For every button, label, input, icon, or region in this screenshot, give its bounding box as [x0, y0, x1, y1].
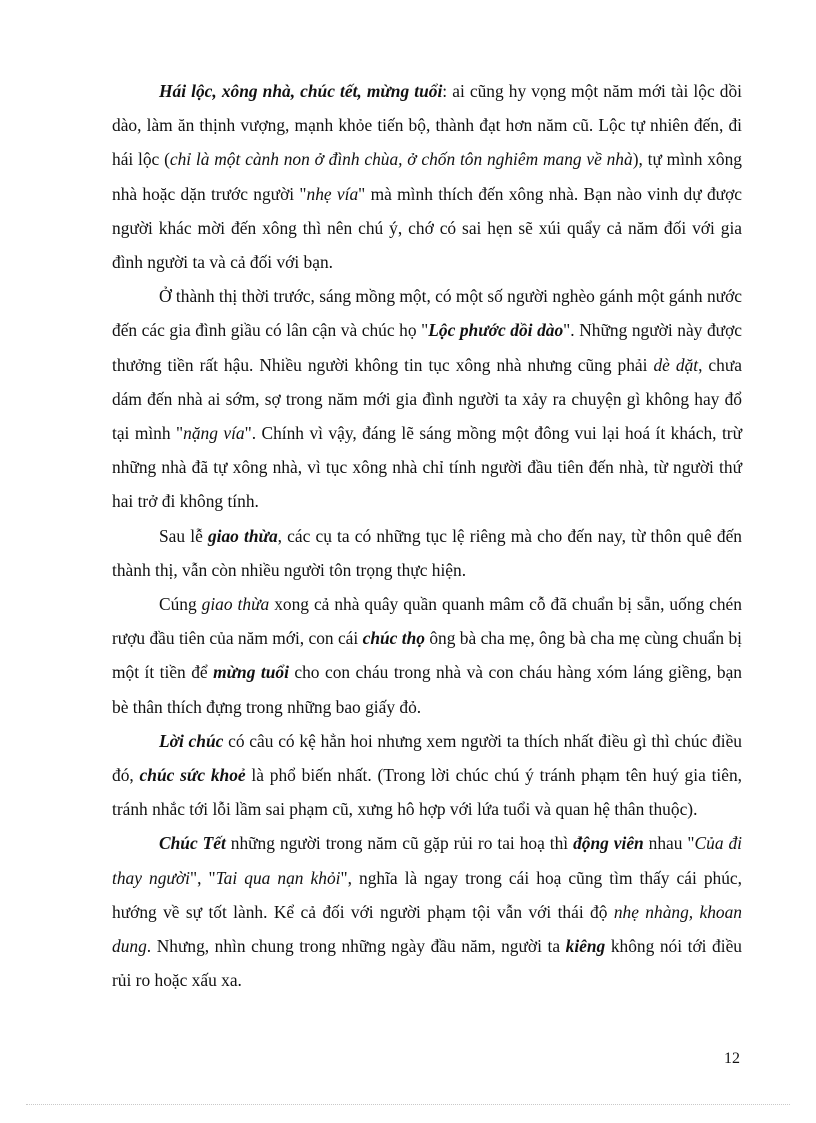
text-run: ", nghĩa là ngay trong cái hoạ cũng tìm thấy cái phúc, hướng về sự tốt lành. Kể cả đối với người phạm tội vẫn với thái độ [112, 867, 742, 922]
italic-phrase: dè dặt [653, 354, 699, 375]
text-run: ", " [190, 867, 216, 888]
paragraph [112, 519, 742, 587]
page-bottom-divider [26, 1104, 790, 1105]
italic-phrase: giao thừa [201, 594, 270, 615]
text-run: : ai cũng hy vọng một năm mới tài lộc dồi dào, làm ăn thịnh vượng, mạnh khỏe tiến bộ, thành đạt hơn năm cũ. Lộc tự nhiên đến, đi hái lộc ( [112, 81, 742, 170]
emphasis-term: động viên [573, 833, 644, 854]
text-run: " mà mình thích đến xông nhà. Bạn nào vinh dự được người khác mời đến xông thì nên chú ý, chớ có sai hẹn sẽ xúi quẩy cả năm đối với gia đình người ta và cả đối với bạn. [112, 183, 742, 273]
italic-phrase: nhẹ vía [306, 183, 359, 204]
text-run: có câu có kệ hẳn hoi nhưng xem người ta thích nhất điều gì thì chúc điều đó, [112, 730, 742, 786]
text-run: nhau " [643, 833, 695, 854]
paragraph [112, 724, 742, 827]
emphasis-term: Hái lộc, xông nhà, chúc tết, mừng tuổi [159, 81, 443, 101]
text-run: ". Những người này được thưởng tiền rất hậu. Nhiều người không tin tục xông nhà nhưng cũng phải [112, 320, 742, 375]
emphasis-term: Lộc phước dồi dào [428, 320, 564, 341]
italic-phrase: nhẹ nhàng, khoan dung [112, 901, 743, 957]
page-number: 12 [724, 1050, 740, 1067]
emphasis-term: giao thừa [207, 525, 278, 546]
emphasis-term: Lời chúc [159, 730, 224, 751]
text-run: Ở thành thị thời trước, sáng mồng một, có một số người nghèo gánh một gánh nước đến các gia đình giầu có lân cận và chúc họ " [112, 286, 742, 341]
text-run: ". Chính vì vậy, đáng lẽ sáng mồng một đông vui lại hoá ít khách, trừ những nhà đã tự xông nhà, vì tục xông nhà chỉ tính người đầu tiên đến nhà, từ người thứ hai trở đi không tính. [112, 423, 742, 512]
paragraph [112, 74, 742, 279]
paragraph [112, 587, 742, 724]
italic-phrase: nặng vía [183, 423, 245, 444]
emphasis-term: kiêng [565, 936, 606, 957]
emphasis-term: chúc thọ [362, 628, 425, 649]
paragraph [112, 279, 742, 518]
emphasis-term: chúc sức khoẻ [139, 765, 246, 786]
text-run: , các cụ ta có những tục lệ riêng mà cho đến nay, từ thôn quê đến thành thị, vẫn còn nhiều người tôn trọng thực hiện. [112, 525, 742, 580]
emphasis-term: Chúc Tết [159, 833, 226, 854]
text-run: là phổ biến nhất. (Trong lời chúc chú ý tránh phạm tên huý gia tiên, tránh nhắc tới lỗi lầm sai phạm cũ, xưng hô hợp với lứa tuổi và quan hệ thân thuộc). [112, 765, 743, 820]
text-run: xong cả nhà quây quần quanh mâm cỗ đã chuẩn bị sẵn, uống chén rượu đầu tiên của năm mới, con cái [112, 594, 742, 649]
document-body [112, 74, 742, 997]
italic-phrase: Tai qua nạn khỏi [215, 867, 341, 888]
emphasis-term: mừng tuổi [213, 662, 289, 683]
text-run: cho con cháu trong nhà và con cháu hàng xóm láng giềng, bạn bè thân thích đựng trong những bao giấy đỏ. [112, 662, 742, 717]
italic-phrase: chỉ là một cành non ở đình chùa, ở chốn tôn nghiêm mang về nhà [169, 149, 633, 170]
text-run: ông bà cha mẹ, ông bà cha mẹ cùng chuẩn bị một ít tiền để [112, 628, 742, 683]
text-run: ), tự mình xông nhà hoặc dặn trước người " [112, 149, 742, 204]
text-run: , chưa dám đến nhà ai sớm, sợ trong năm mới gia đình người ta xảy ra chuyện gì không hay đổ tại mình " [112, 354, 742, 444]
text-run: Cúng [159, 594, 202, 615]
paragraph [112, 826, 742, 997]
italic-phrase: Của đi thay người [112, 833, 742, 888]
text-run: . Nhưng, nhìn chung trong những ngày đầu năm, người ta [146, 936, 566, 957]
text-run: không nói tới điều rủi ro hoặc xấu xa. [112, 936, 743, 991]
text-run: những người trong năm cũ gặp rủi ro tai hoạ thì [225, 833, 574, 854]
text-run: Sau lễ [159, 525, 208, 546]
